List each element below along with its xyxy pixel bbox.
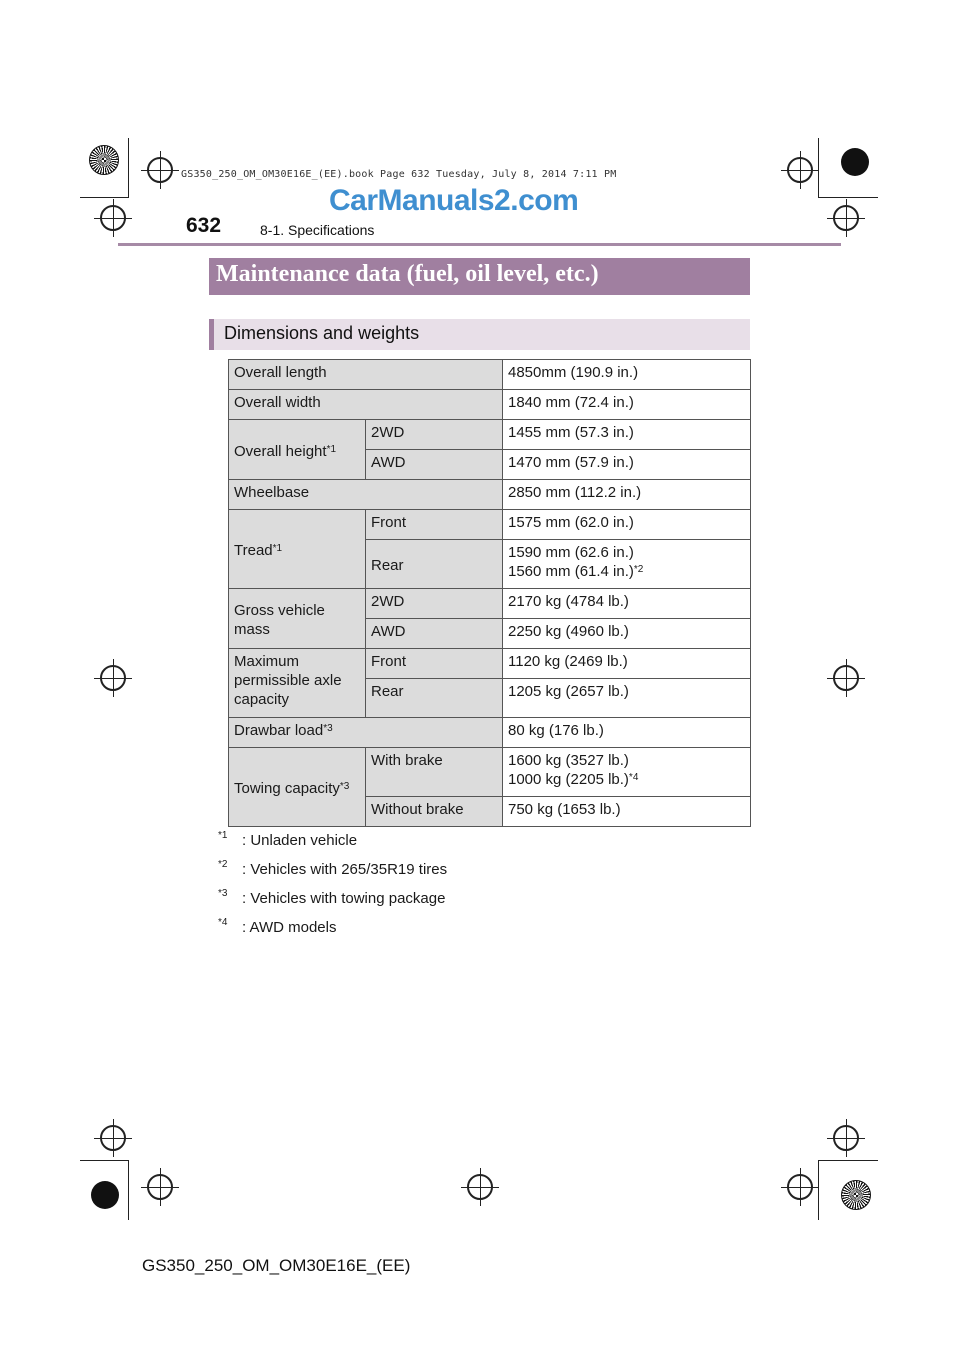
registration-crosshair-icon [833, 1125, 859, 1151]
footnote-mark: *1 [218, 830, 228, 841]
overall-height-2wd-label: 2WD [366, 420, 503, 450]
table-row [229, 649, 751, 679]
sub-title: Dimensions and weights [209, 319, 750, 350]
max-axle-rear-label: Rear [366, 679, 503, 718]
overall-length-label: Overall length [229, 360, 503, 390]
crop-line [818, 1160, 819, 1220]
table-row [229, 390, 751, 420]
with-brake-value-line: 1600 kg (3527 lb.) [508, 752, 629, 769]
registration-crosshair-icon [100, 205, 126, 231]
footnote-text: : Vehicles with towing package [242, 890, 446, 907]
gross-vehicle-mass-label-line: Gross vehicle [234, 602, 325, 619]
footnote [218, 919, 447, 948]
footnote-text: : Vehicles with 265/35R19 tires [242, 861, 448, 878]
max-axle-capacity-label-line: capacity [234, 691, 290, 708]
with-brake-value [503, 748, 751, 797]
tread-label-text: Tread [234, 542, 273, 559]
overall-height-2wd-value: 1455 mm (57.3 in.) [503, 420, 751, 450]
main-title: Maintenance data (fuel, oil level, etc.) [209, 258, 750, 295]
without-brake-label: Without brake [366, 797, 503, 827]
footnote-mark: *2 [218, 859, 228, 870]
registration-crosshair-icon [833, 665, 859, 691]
max-axle-capacity-label-line: permissible axle [234, 672, 342, 689]
book-info: GS350_250_OM_OM30E16E_(EE).book Page 632 Tuesday, July 8, 2014 7:11 PM [181, 169, 617, 180]
dimensions-table [228, 359, 751, 827]
table-row [229, 360, 751, 390]
overall-width-value: 1840 mm (72.4 in.) [503, 390, 751, 420]
crop-line [818, 197, 878, 198]
footnote-mark: *3 [218, 888, 228, 899]
registration-crosshair-icon [467, 1174, 493, 1200]
table-row [229, 510, 751, 540]
drawbar-load-label [229, 718, 503, 748]
footnote-mark: *4 [628, 772, 639, 783]
footnote-mark: *2 [633, 564, 644, 575]
footnote [218, 832, 447, 861]
overall-height-label [229, 420, 366, 480]
table-row [229, 748, 751, 797]
with-brake-label: With brake [366, 748, 503, 797]
footnote-mark: *1 [272, 543, 283, 554]
crop-line [818, 138, 819, 198]
overall-length-value: 4850mm (190.9 in.) [503, 360, 751, 390]
table-row [229, 718, 751, 748]
table-row [229, 420, 751, 450]
max-axle-front-label: Front [366, 649, 503, 679]
max-axle-front-value: 1120 kg (2469 lb.) [503, 649, 751, 679]
tread-label [229, 510, 366, 589]
tread-front-label: Front [366, 510, 503, 540]
towing-capacity-label-text: Towing capacity [234, 780, 340, 797]
drawbar-load-value: 80 kg (176 lb.) [503, 718, 751, 748]
crop-line [818, 1160, 878, 1161]
footnote-mark: *3 [323, 723, 333, 734]
crop-line [80, 1160, 128, 1161]
wheelbase-value: 2850 mm (112.2 in.) [503, 480, 751, 510]
max-axle-capacity-label [229, 649, 366, 718]
gross-vehicle-mass-awd-value: 2250 kg (4960 lb.) [503, 619, 751, 649]
overall-height-awd-value: 1470 mm (57.9 in.) [503, 450, 751, 480]
gross-vehicle-mass-awd-label: AWD [366, 619, 503, 649]
registration-crosshair-icon [787, 1174, 813, 1200]
watermark: CarManuals2.com [329, 184, 579, 217]
footnote-mark: *1 [326, 443, 337, 455]
registration-dot-icon [841, 148, 869, 176]
header-rule [118, 243, 841, 246]
wheelbase-label: Wheelbase [229, 480, 503, 510]
registration-burst-icon [841, 1180, 871, 1210]
crop-line [80, 197, 128, 198]
registration-dot-icon [91, 1181, 119, 1209]
page-number: 632 [186, 214, 222, 237]
gross-vehicle-mass-label [229, 589, 366, 649]
section-reference: 8-1. Specifications [260, 222, 375, 238]
table-row [229, 480, 751, 510]
drawbar-load-label-text: Drawbar load [234, 722, 324, 739]
overall-width-label: Overall width [229, 390, 503, 420]
table-row [229, 589, 751, 619]
registration-crosshair-icon [147, 1174, 173, 1200]
footer-code: GS350_250_OM_OM30E16E_(EE) [142, 1256, 411, 1275]
with-brake-value-line [508, 770, 745, 789]
tread-rear-value-line [508, 562, 745, 581]
footnote [218, 861, 447, 890]
gross-vehicle-mass-label-line: mass [234, 621, 270, 638]
footnote-text: : Unladen vehicle [242, 832, 358, 849]
registration-crosshair-icon [787, 157, 813, 183]
registration-burst-icon [89, 145, 119, 175]
footnote-text: : AWD models [242, 919, 337, 936]
without-brake-value: 750 kg (1653 lb.) [503, 797, 751, 827]
overall-height-label-text: Overall height [234, 442, 327, 460]
max-axle-rear-value: 1205 kg (2657 lb.) [503, 679, 751, 718]
registration-crosshair-icon [147, 157, 173, 183]
footnote-mark: *4 [218, 917, 228, 928]
tread-rear-label: Rear [366, 540, 503, 589]
registration-crosshair-icon [100, 1125, 126, 1151]
max-axle-capacity-label-line: Maximum [234, 653, 300, 670]
tread-rear-value-alt: 1560 mm (61.4 in.) [508, 563, 634, 580]
overall-height-awd-label: AWD [366, 450, 503, 480]
footnote-mark: *3 [339, 781, 350, 792]
towing-capacity-label [229, 748, 366, 827]
with-brake-value-awd: 1000 kg (2205 lb.) [508, 771, 629, 788]
crop-line [128, 1160, 129, 1220]
tread-rear-value [503, 540, 751, 589]
registration-crosshair-icon [833, 205, 859, 231]
gross-vehicle-mass-2wd-label: 2WD [366, 589, 503, 619]
tread-front-value: 1575 mm (62.0 in.) [503, 510, 751, 540]
footnotes [218, 832, 447, 948]
gross-vehicle-mass-2wd-value: 2170 kg (4784 lb.) [503, 589, 751, 619]
crop-line [128, 138, 129, 198]
tread-rear-value-line: 1590 mm (62.6 in.) [508, 544, 634, 561]
registration-crosshair-icon [100, 665, 126, 691]
footnote [218, 890, 447, 919]
